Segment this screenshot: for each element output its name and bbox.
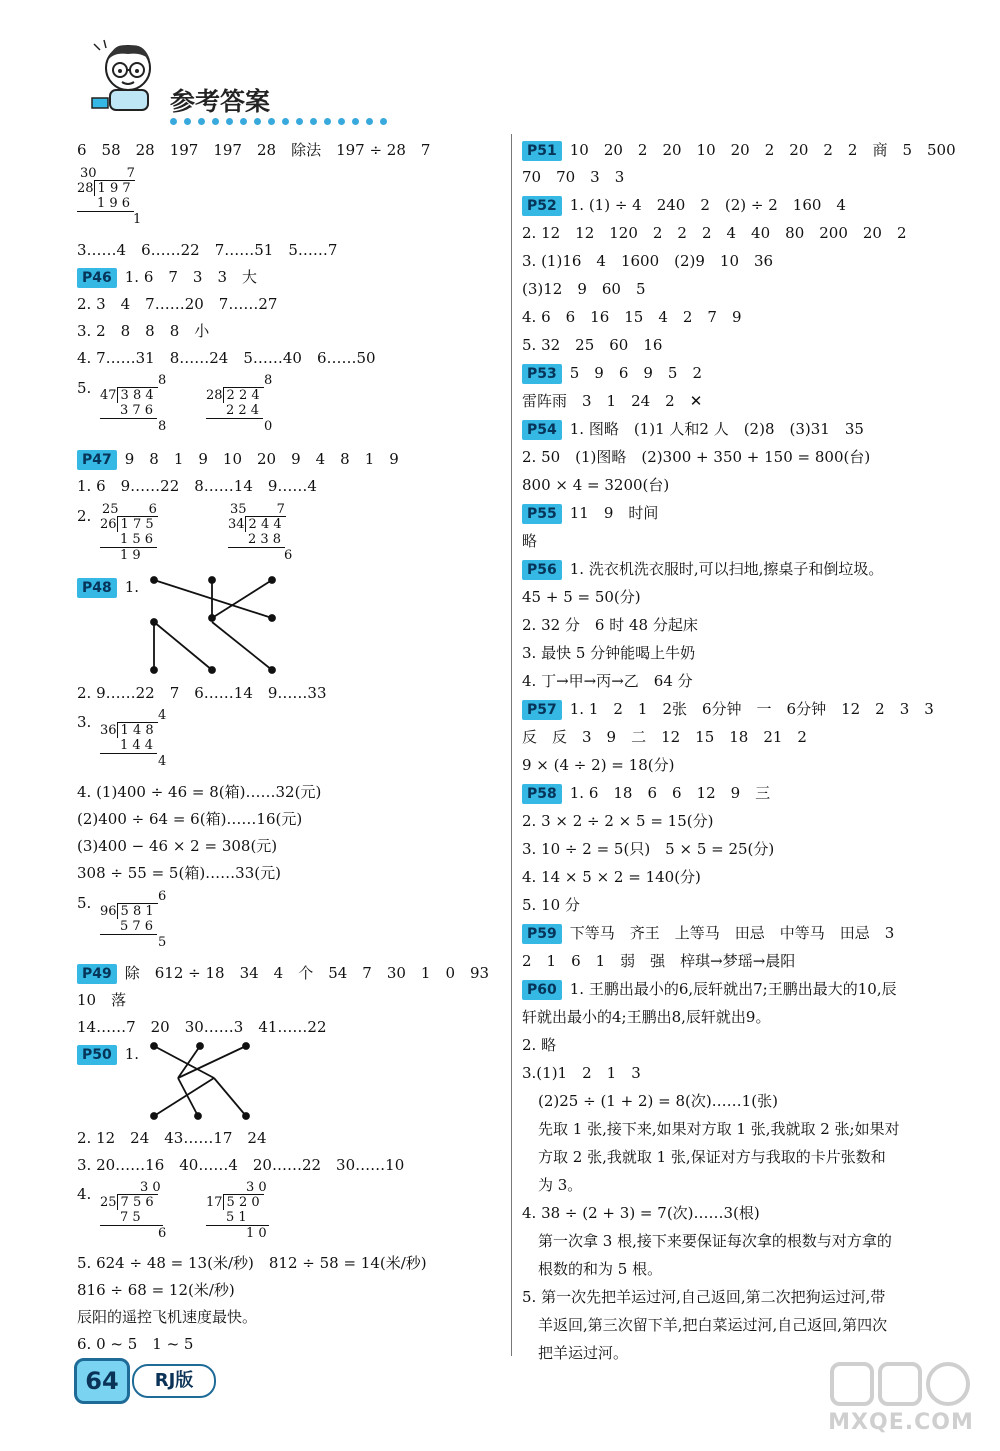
answer-line: (3)12 9 60 5 xyxy=(522,280,646,298)
answer-line: 2 1 6 1 弱 强 梓琪→梦瑶→晨阳 xyxy=(522,952,796,970)
answer-line: 3. xyxy=(77,713,92,731)
page-tag: P60 xyxy=(522,980,562,1000)
long-division: 3 0 25 7 5 6 7 5 6 xyxy=(100,1180,167,1241)
answer-line: 6. 0 ~ 5 1 ~ 5 xyxy=(77,1335,194,1353)
answer-line: 根数的和为 5 根。 xyxy=(538,1260,663,1278)
answer-line: 5. 32 25 60 16 xyxy=(522,336,663,354)
page-tag: P46 xyxy=(77,268,117,288)
answer-line: P56 1. 洗衣机洗衣服时,可以扫地,擦桌子和倒垃圾。 xyxy=(522,558,883,580)
answer-line: 70 70 3 3 xyxy=(522,168,625,186)
long-division: 4 36 1 4 8 1 4 4 4 xyxy=(100,708,167,769)
answer-line: 先取 1 张,接下来,如果对方取 1 张,我就取 2 张;如果对 xyxy=(538,1120,900,1138)
answer-line: 6 58 28 197 197 28 除法 197 ÷ 28 7 xyxy=(77,141,431,159)
answer-line: 3.(1)1 2 1 3 xyxy=(522,1064,641,1082)
page-tag: P52 xyxy=(522,196,562,216)
answer-line: 800 × 4 = 3200(台) xyxy=(522,476,670,494)
answer-line: 2. 3 4 7……20 7……27 xyxy=(77,295,278,313)
long-division: 30 7 28 1 9 7 1 9 6 1 xyxy=(77,166,142,227)
matching-lines xyxy=(140,572,290,682)
answer-line: P57 1. 1 2 1 2张 6分钟 一 6分钟 12 2 3 3 xyxy=(522,698,934,720)
answer-line: 3. (1)16 4 1600 (2)9 10 36 xyxy=(522,252,774,270)
column-divider xyxy=(511,134,512,1356)
page-tag: P54 xyxy=(522,420,562,440)
answer-line: 2. 12 12 120 2 2 2 4 40 80 200 20 2 xyxy=(522,224,907,242)
answer-line: 2. 32 分 6 时 48 分起床 xyxy=(522,616,698,634)
page-tag: P49 xyxy=(77,964,117,984)
answer-line: 把羊运过河。 xyxy=(538,1344,629,1362)
answer-line: 5. xyxy=(77,379,92,397)
page-title: 参考答案 xyxy=(170,87,271,116)
answer-line: (2)25 ÷ (1 + 2) = 8(次)……1(张) xyxy=(538,1092,778,1110)
answer-line: (3)400 − 46 × 2 = 308(元) xyxy=(77,837,278,855)
answer-line: 2. 12 24 43……17 24 xyxy=(77,1129,267,1147)
page-number: 64 xyxy=(74,1358,130,1404)
answer-line: 5. 624 ÷ 48 = 13(米/秒) 812 ÷ 58 = 14(米/秒) xyxy=(77,1254,427,1272)
answer-line: 雷阵雨 3 1 24 2 ✕ xyxy=(522,392,703,410)
page-tag: P53 xyxy=(522,364,562,384)
answer-line: P59 下等马 齐王 上等马 田忌 中等马 田忌 3 xyxy=(522,922,894,944)
answer-line: 816 ÷ 68 = 12(米/秒) xyxy=(77,1281,235,1299)
student-mascot-icon xyxy=(84,38,174,116)
answer-line: 3. 最快 5 分钟能喝上牛奶 xyxy=(522,644,696,662)
page-footer xyxy=(74,1358,234,1418)
page-tag: P47 xyxy=(77,450,117,470)
edition-badge: RJ版 xyxy=(132,1364,216,1398)
answer-line: 4. 丁→甲→丙→乙 64 分 xyxy=(522,672,693,690)
page-header xyxy=(70,38,330,128)
answer-line: 4. 7……31 8……24 5……40 6……50 xyxy=(77,349,376,367)
answer-line: 14……7 20 30……3 41……22 xyxy=(77,1018,327,1036)
watermark-text: MXQE.COM xyxy=(828,1410,974,1435)
long-division: 8 47 3 8 4 3 7 6 8 xyxy=(100,373,167,434)
answer-line: 5. 10 分 xyxy=(522,896,580,914)
long-division: 35 7 34 2 4 4 2 3 8 6 xyxy=(228,502,293,563)
answer-line: 4. (1)400 ÷ 46 = 8(箱)……32(元) xyxy=(77,783,322,801)
answer-line: 45 + 5 = 50(分) xyxy=(522,588,641,606)
answer-line: 轩就出最小的4;王鹏出8,辰轩就出9。 xyxy=(522,1008,771,1026)
site-watermark xyxy=(826,1358,976,1438)
long-division: 8 28 2 2 4 2 2 4 0 xyxy=(206,373,273,434)
answer-line: 2. 3 × 2 ÷ 2 × 5 = 15(分) xyxy=(522,812,714,830)
answer-line: P55 11 9 时间 xyxy=(522,502,658,524)
page-tag: P50 xyxy=(77,1045,117,1065)
answer-line: 略 xyxy=(522,532,538,550)
answer-line: 辰阳的遥控飞机速度最快。 xyxy=(77,1308,258,1326)
page-tag: P57 xyxy=(522,700,562,720)
answer-line: P50 1. xyxy=(77,1043,139,1065)
answer-line: P53 5 9 6 9 5 2 xyxy=(522,362,702,384)
answer-line: 3. 10 ÷ 2 = 5(只) 5 × 5 = 25(分) xyxy=(522,840,775,858)
page-tag: P55 xyxy=(522,504,562,524)
matching-lines xyxy=(150,1040,260,1122)
page-tag: P51 xyxy=(522,141,562,161)
answer-line: (2)400 ÷ 64 = 6(箱)……16(元) xyxy=(77,810,303,828)
answer-line: 10 落 xyxy=(77,991,127,1009)
answer-line: P49 除 612 ÷ 18 34 4 个 54 7 30 1 0 93 xyxy=(77,962,489,984)
answer-line: 5. xyxy=(77,894,92,912)
answer-line: 308 ÷ 55 = 5(箱)……33(元) xyxy=(77,864,281,882)
title-dots xyxy=(170,118,387,125)
answer-line: P46 1. 6 7 3 3 大 xyxy=(77,266,257,288)
page-tag: P59 xyxy=(522,924,562,944)
answer-line: P54 1. 图略 (1)1 人和2 人 (2)8 (3)31 35 xyxy=(522,418,864,440)
answer-line: 第一次拿 3 根,接下来要保证每次拿的根数与对方拿的 xyxy=(538,1232,892,1250)
page-tag: P48 xyxy=(77,578,117,598)
answer-line: P60 1. 王鹏出最小的6,辰轩就出7;王鹏出最大的10,辰 xyxy=(522,978,897,1000)
answer-line: 羊返回,第三次留下羊,把白菜运过河,自己返回,第四次 xyxy=(538,1316,888,1334)
answer-line: P47 9 8 1 9 10 20 9 4 8 1 9 xyxy=(77,448,399,470)
answer-line: 4. 38 ÷ (2 + 3) = 7(次)……3(根) xyxy=(522,1204,760,1222)
answer-line: 反 反 3 9 二 12 15 18 21 2 xyxy=(522,728,807,746)
answer-line: 为 3。 xyxy=(538,1176,583,1194)
answer-line: 1. 6 9……22 8……14 9……4 xyxy=(77,477,317,495)
answer-line: 5. 第一次先把羊运过河,自己返回,第二次把狗运过河,带 xyxy=(522,1288,886,1306)
answer-line: P58 1. 6 18 6 6 12 9 三 xyxy=(522,782,770,804)
answer-line: 3. 2 8 8 8 小 xyxy=(77,322,210,340)
answer-line: 2. 9……22 7 6……14 9……33 xyxy=(77,684,327,702)
long-division: 6 96 5 8 1 5 7 6 5 xyxy=(100,889,167,950)
answer-line: 4. 6 6 16 15 4 2 7 9 xyxy=(522,308,742,326)
answer-line: 9 × (4 ÷ 2) = 18(分) xyxy=(522,756,675,774)
page-tag: P58 xyxy=(522,784,562,804)
answer-line: P51 10 20 2 20 10 20 2 20 2 2 商 5 500 xyxy=(522,139,956,161)
answer-line: 2. xyxy=(77,507,92,525)
answer-line: 2. 50 (1)图略 (2)300 + 350 + 150 = 800(台) xyxy=(522,448,871,466)
answer-line: 4. 14 × 5 × 2 = 140(分) xyxy=(522,868,701,886)
answer-line: P52 1. (1) ÷ 4 240 2 (2) ÷ 2 160 4 xyxy=(522,194,846,216)
answer-line: P48 1. xyxy=(77,576,139,598)
page-tag: P56 xyxy=(522,560,562,580)
answer-line: 4. xyxy=(77,1185,92,1203)
answer-line: 3. 20……16 40……4 20……22 30……10 xyxy=(77,1156,405,1174)
watermark-logo-icon xyxy=(826,1358,976,1414)
answer-line: 2. 略 xyxy=(522,1036,557,1054)
answer-line: 方取 2 张,我就取 1 张,保证对方与我取的卡片张数和 xyxy=(538,1148,886,1166)
long-division: 3 0 17 5 2 0 5 1 1 0 xyxy=(206,1180,267,1241)
answer-line: 3……4 6……22 7……51 5……7 xyxy=(77,241,338,259)
long-division: 25 6 26 1 7 5 1 5 6 1 9 xyxy=(100,502,157,563)
